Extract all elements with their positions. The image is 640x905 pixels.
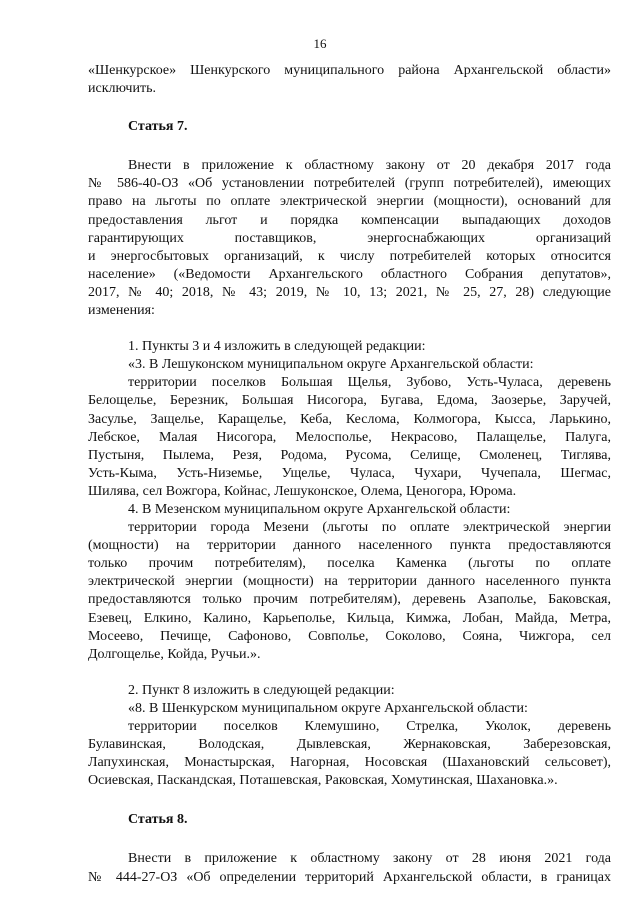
item-1-line: предоставляются только прочим потребителям), деревень Азаполье, Баковская,	[88, 592, 611, 608]
item-1-line: только прочим потребителям), поселка Каменка (льготы по оплате	[88, 556, 611, 572]
paragraph-line: гарантирующих поставщиков, энергоснабжающих организаций	[88, 230, 611, 246]
paragraph-line: право на льготы по оплате электрической энергии (мощности), оснований для	[88, 194, 611, 210]
item-1-line: Пустыня, Пылема, Резя, Родома, Русома, Селище, Смоленец, Тиглява,	[88, 447, 611, 463]
item-1-line: Лебское, Малая Нисогора, Мелосполье, Некрасово, Палащелье, Палуга,	[88, 429, 611, 445]
document-body	[88, 62, 611, 887]
item-1-line: Езевец, Елкино, Калино, Карьеполье, Кильца, Кимжа, Лобан, Майда, Метра,	[88, 610, 611, 626]
paragraph-line: 2017, № 40; 2018, № 43; 2019, № 10, 13; 2021, № 25, 27, 28) следующие	[88, 284, 611, 300]
paragraph-line: № 444-27-ОЗ «Об определении территорий Архангельской области, в границах	[88, 869, 611, 885]
item-1-line: «3. В Лешуконском муниципальном округе Архангельской области:	[128, 357, 534, 373]
item-2-line: Лапухинская, Монастырская, Нагорная, Носовская (Шахановский сельсовет),	[88, 755, 611, 771]
item-2-line: 2. Пункт 8 изложить в следующей редакции:	[128, 682, 395, 698]
page-number: 16	[313, 36, 327, 51]
item-1-line: Усть-Кыма, Усть-Низемье, Ущелье, Чуласа, Чухари, Чучепала, Шегмас,	[88, 465, 611, 481]
paragraph-line: Внести в приложение к областному закону от 20 декабря 2017 года	[128, 158, 611, 174]
item-2-line: Булавинская, Володская, Дывлевская, Жернаковская, Заберезовская,	[88, 737, 611, 753]
item-1-line: 1. Пункты 3 и 4 изложить в следующей редакции:	[128, 339, 426, 355]
item-1-line: 4. В Мезенском муниципальном округе Архангельской области:	[128, 501, 511, 517]
item-1-line: Белощелье, Березник, Большая Нисогора, Бугава, Едома, Заозерье, Заручей,	[88, 393, 611, 409]
item-1-line: Шилява, сел Вожгора, Койнас, Лешуконское, Олема, Ценогора, Юрома.	[88, 483, 517, 499]
item-1-line: Засулье, Защелье, Каращелье, Кеба, Кеслома, Колмогора, Кысса, Ларькино,	[88, 411, 611, 427]
paragraph-line: и энергосбытовых организаций, к числу потребителей которых относится	[88, 248, 611, 264]
item-1-line: Долгощелье, Койда, Ручьи.».	[88, 646, 261, 662]
paragraph-line: население» («Ведомости Архангельского областного Собрания депутатов»,	[88, 266, 611, 282]
paragraph-line: исключить.	[88, 81, 156, 97]
item-1-line: территории города Мезени (льготы по оплате электрической энергии	[128, 520, 611, 536]
item-2-line: Осиевская, Паскандская, Поташевская, Раковская, Хомутинская, Шахановка.».	[88, 773, 558, 789]
item-2-line: «8. В Шенкурском муниципальном округе Архангельской области:	[128, 700, 528, 716]
article-8-heading: Статья 8.	[128, 812, 188, 828]
paragraph-line: № 586-40-ОЗ «Об установлении потребителей (групп потребителей), имеющих	[88, 176, 611, 192]
item-1-line: электрической энергии (мощности) на территории данного населенного пункта	[88, 574, 611, 590]
paragraph-line: изменения:	[88, 303, 155, 319]
paragraph-line: Внести в приложение к областному закону от 28 июня 2021 года	[128, 851, 611, 867]
paragraph-line: «Шенкурское» Шенкурского муниципального района Архангельской области»	[88, 63, 611, 78]
item-2-line: территории поселков Клемушино, Стрелка, Уколок, деревень	[128, 719, 611, 734]
item-1-line: (мощности) на территории данного населенного пункта предоставляются	[88, 538, 611, 554]
article-7-heading: Статья 7.	[128, 119, 188, 135]
item-1-line: Мосеево, Печище, Сафоново, Совполье, Соколово, Сояна, Чижгора, сел	[88, 628, 611, 644]
paragraph-line: предоставления льгот и порядка компенсации выпадающих доходов	[88, 212, 611, 228]
item-1-line: территории поселков Большая Щелья, Зубово, Усть-Чуласа, деревень	[128, 375, 611, 391]
